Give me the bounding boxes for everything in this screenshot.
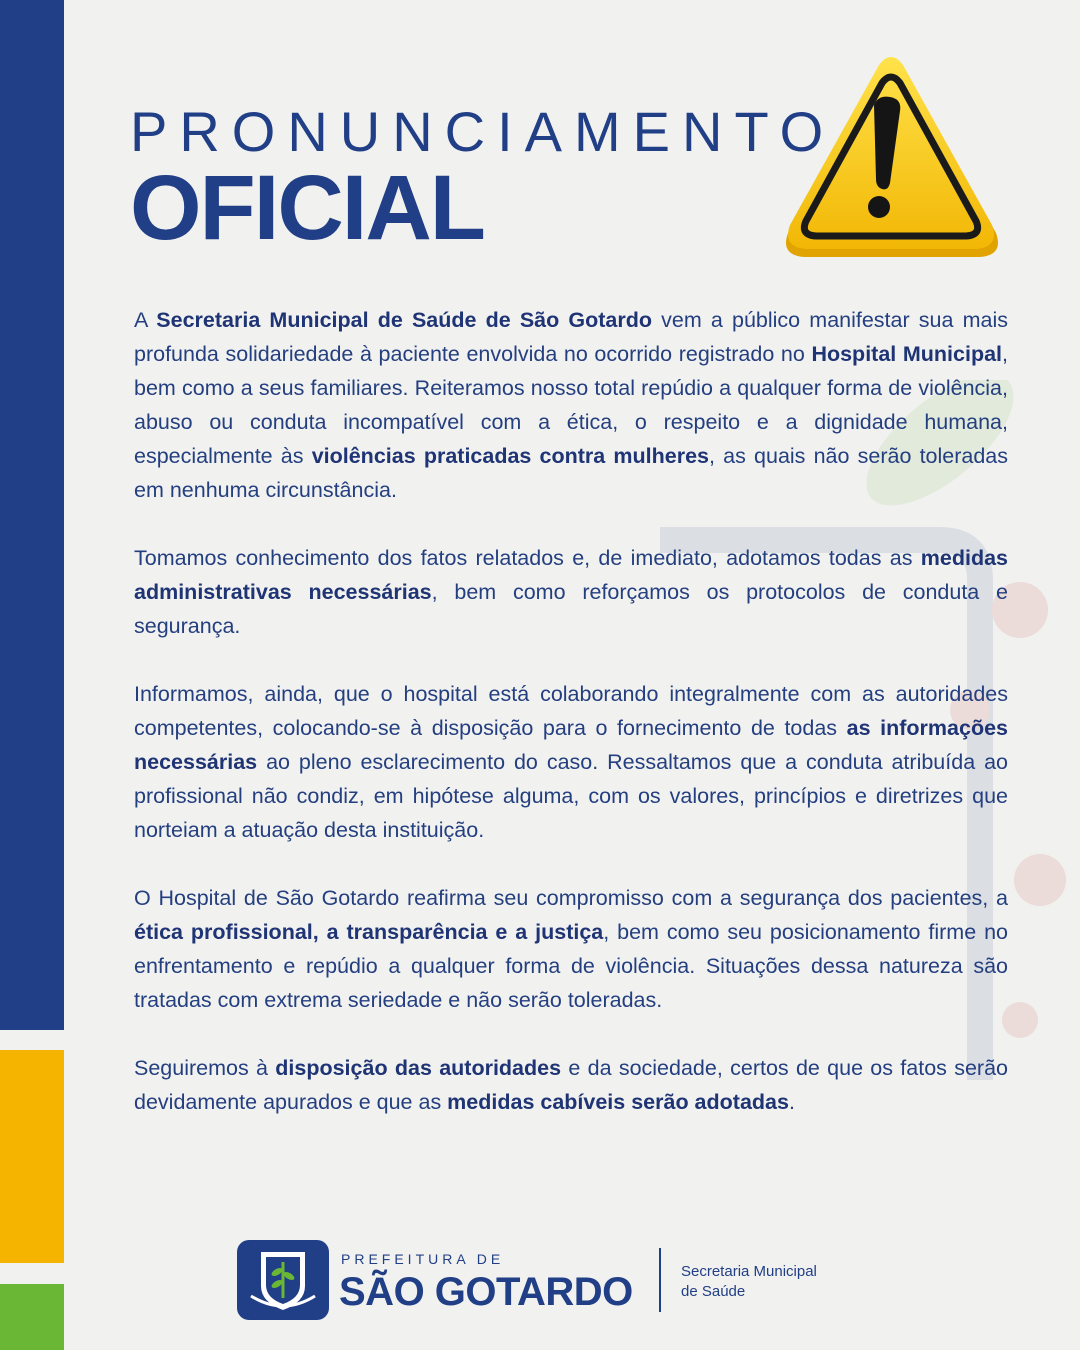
secretaria-label [681,1262,817,1302]
side-bar-yellow [0,1050,64,1263]
bold-text: disposição das autoridades [275,1056,562,1080]
secretaria-line-2: de Saúde [681,1283,746,1300]
text-run: e da sociedade, certos de que os fatos serão devidamente apurados e que as [134,1056,1008,1114]
bold-text: medidas cabíveis serão adotadas [447,1090,789,1114]
text-run: Tomamos conhecimento dos fatos relatados e, de imediato, adotamos todas as [134,546,921,570]
bold-text: medidas administrativas necessárias [134,546,1008,604]
bold-text: Hospital Municipal [811,342,1003,366]
text-run: , as quais não serão toleradas em nenhuma circunstância. [134,444,1009,502]
warning-triangle-icon [778,55,1004,267]
bold-text: violências praticadas contra mulheres [311,444,710,468]
text-run: , bem como a seus familiares. Reiteramos nosso total repúdio a qualquer forma de violência, abuso ou conduta incompatível com a ética, o respeito e a dignidade humana, especialmente às [134,342,1008,468]
side-bar-blue [0,0,64,1030]
text-run: O Hospital de São Gotardo reafirma seu compromisso com a segurança dos pacientes, a [134,886,1008,910]
crest-icon [237,1240,329,1320]
title-oficial: OFICIAL [130,157,484,259]
text-run: . [788,1090,795,1114]
text-run: , bem como seu posicionamento firme no enfrentamento e repúdio a qualquer forma de violência. Situações dessa natureza são tratadas com extrema seriedade e não serão toleradas. [134,920,1008,1012]
statement-body [134,303,1008,1153]
paragraph-5 [134,1051,1008,1119]
text-run: ao pleno esclarecimento do caso. Ressaltamos que a conduta atribuída ao profissional não condiz, em hipótese alguma, com os valores, princípios e diretrizes que norteiam a atuação desta instituição. [134,750,1008,842]
paragraph-1 [134,303,1008,507]
text-run: , bem como reforçamos os protocolos de conduta e segurança. [134,580,1008,638]
text-run: A [134,308,157,332]
paragraph-3 [134,677,1008,847]
paragraph-2 [134,541,1008,643]
bold-text: Secretaria Municipal de Saúde de São Gotardo [156,308,653,332]
text-run: Informamos, ainda, que o hospital está colaborando integralmente com as autoridades competentes, colocando-se à disposição para o fornecimento de todas [134,682,1008,740]
city-name: SÃO GOTARDO [339,1270,633,1314]
side-bar-green [0,1284,64,1350]
footer-logo [237,1240,857,1320]
bold-text: as informações necessárias [134,716,1008,774]
title-pronunciamento: PRONUNCIAMENTO [130,100,836,163]
footer-divider [659,1248,661,1312]
paragraph-4 [134,881,1008,1017]
text-run: Seguiremos à [134,1056,276,1080]
text-run: vem a público manifestar sua mais profunda solidariedade à paciente envolvida no ocorrido registrado no [134,308,1008,366]
secretaria-line-1: Secretaria Municipal [681,1263,817,1280]
prefeitura-label: PREFEITURA DE [341,1251,505,1267]
bold-text: ética profissional, a transparência e a justiça [134,920,604,944]
